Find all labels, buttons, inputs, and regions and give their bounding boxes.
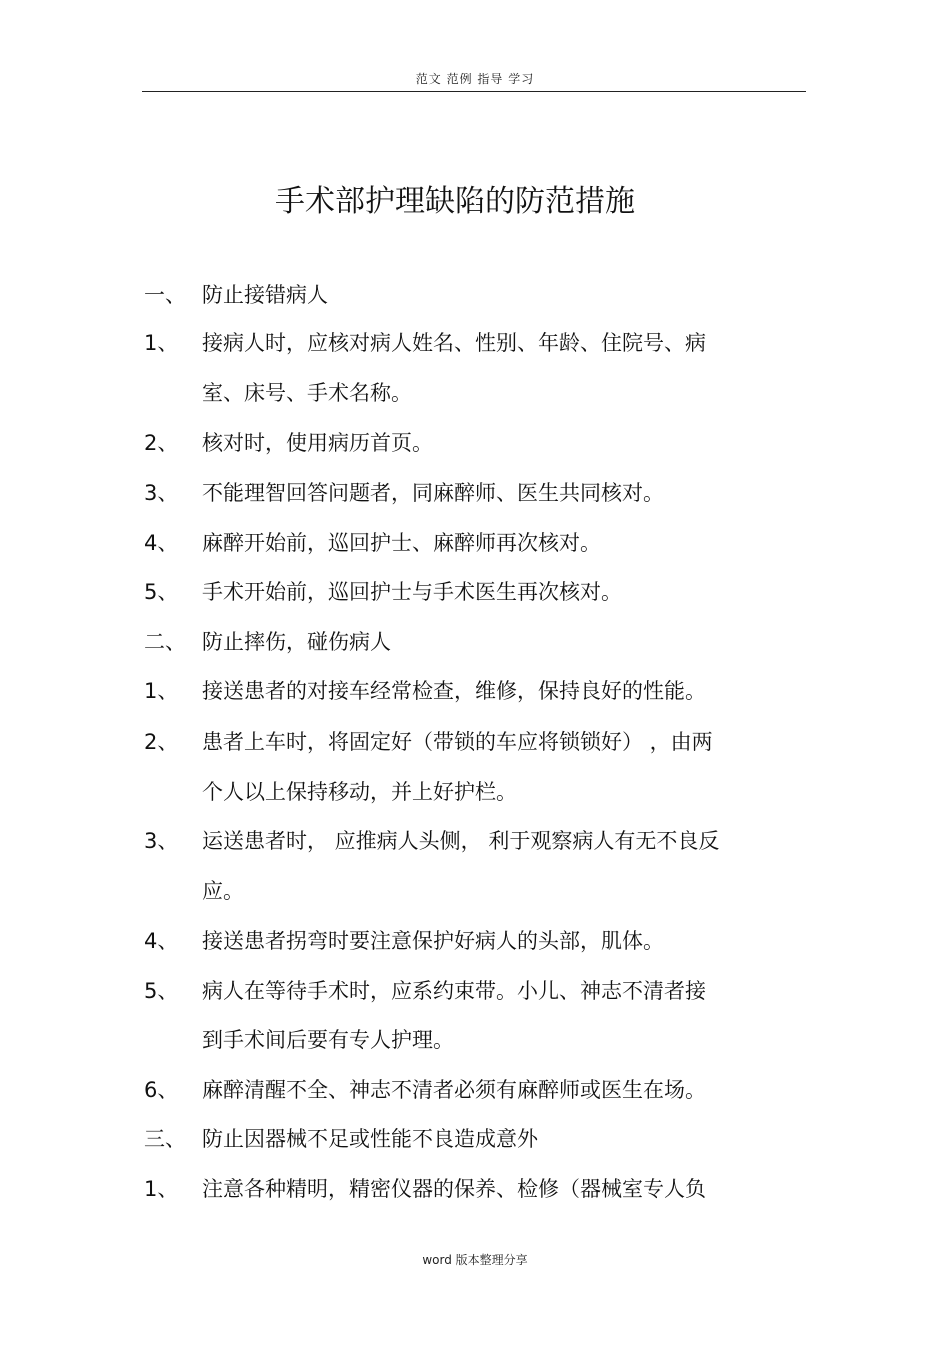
item-text: 接送患者拐弯时要注意保护好病人的头部，肌体。 bbox=[202, 929, 664, 953]
item-text: 注意各种精明，精密仪器的保养、检修（器械室专人负 bbox=[202, 1177, 706, 1201]
item-text: 接病人时，应核对病人姓名、性别、年龄、住院号、病 bbox=[202, 331, 706, 355]
item-number: 2、 bbox=[144, 730, 179, 754]
item-text: 不能理智回答问题者，同麻醉师、医生共同核对。 bbox=[202, 481, 664, 505]
item-number: 二、 bbox=[144, 630, 186, 654]
item-number: 1、 bbox=[144, 331, 179, 355]
item-number: 三、 bbox=[144, 1127, 186, 1151]
item-number: 1、 bbox=[144, 1177, 179, 1201]
item-text: 防止接错病人 bbox=[202, 283, 328, 307]
item-text: 核对时，使用病历首页。 bbox=[202, 431, 433, 455]
page-header: 范文 范例 指导 学习 bbox=[415, 72, 535, 86]
item-text: 室、床号、手术名称。 bbox=[202, 381, 412, 405]
item-text: 防止摔伤，碰伤病人 bbox=[202, 630, 391, 654]
item-number: 5、 bbox=[144, 580, 179, 604]
item-text: 麻醉开始前，巡回护士、麻醉师再次核对。 bbox=[202, 531, 601, 555]
item-number: 2、 bbox=[144, 431, 179, 455]
item-text: 接送患者的对接车经常检查，维修，保持良好的性能。 bbox=[202, 679, 706, 703]
header-divider bbox=[142, 91, 806, 92]
item-number: 3、 bbox=[144, 829, 179, 853]
item-text: 应。 bbox=[202, 879, 244, 903]
item-number: 3、 bbox=[144, 481, 179, 505]
item-text: 个人以上保持移动，并上好护栏。 bbox=[202, 780, 517, 804]
item-number: 6、 bbox=[144, 1078, 179, 1102]
item-text: 病人在等待手术时，应系约束带。小儿、神志不清者接 bbox=[202, 979, 706, 1003]
item-number: 4、 bbox=[144, 531, 179, 555]
item-number: 5、 bbox=[144, 979, 179, 1003]
item-number: 一、 bbox=[144, 283, 186, 307]
document-title: 手术部护理缺陷的防范措施 bbox=[275, 184, 635, 219]
item-number: 1、 bbox=[144, 679, 179, 703]
item-text: 运送患者时， 应推病人头侧， 利于观察病人有无不良反 bbox=[202, 829, 720, 853]
item-text: 麻醉清醒不全、神志不清者必须有麻醉师或医生在场。 bbox=[202, 1078, 706, 1102]
item-text: 患者上车时，将固定好（带锁的车应将锁锁好） ，由两 bbox=[202, 730, 713, 754]
item-number: 4、 bbox=[144, 929, 179, 953]
item-text: 手术开始前，巡回护士与手术医生再次核对。 bbox=[202, 580, 622, 604]
page-footer: word 版本整理分享 bbox=[422, 1253, 528, 1267]
item-text: 到手术间后要有专人护理。 bbox=[202, 1028, 454, 1052]
item-text: 防止因器械不足或性能不良造成意外 bbox=[202, 1127, 538, 1151]
